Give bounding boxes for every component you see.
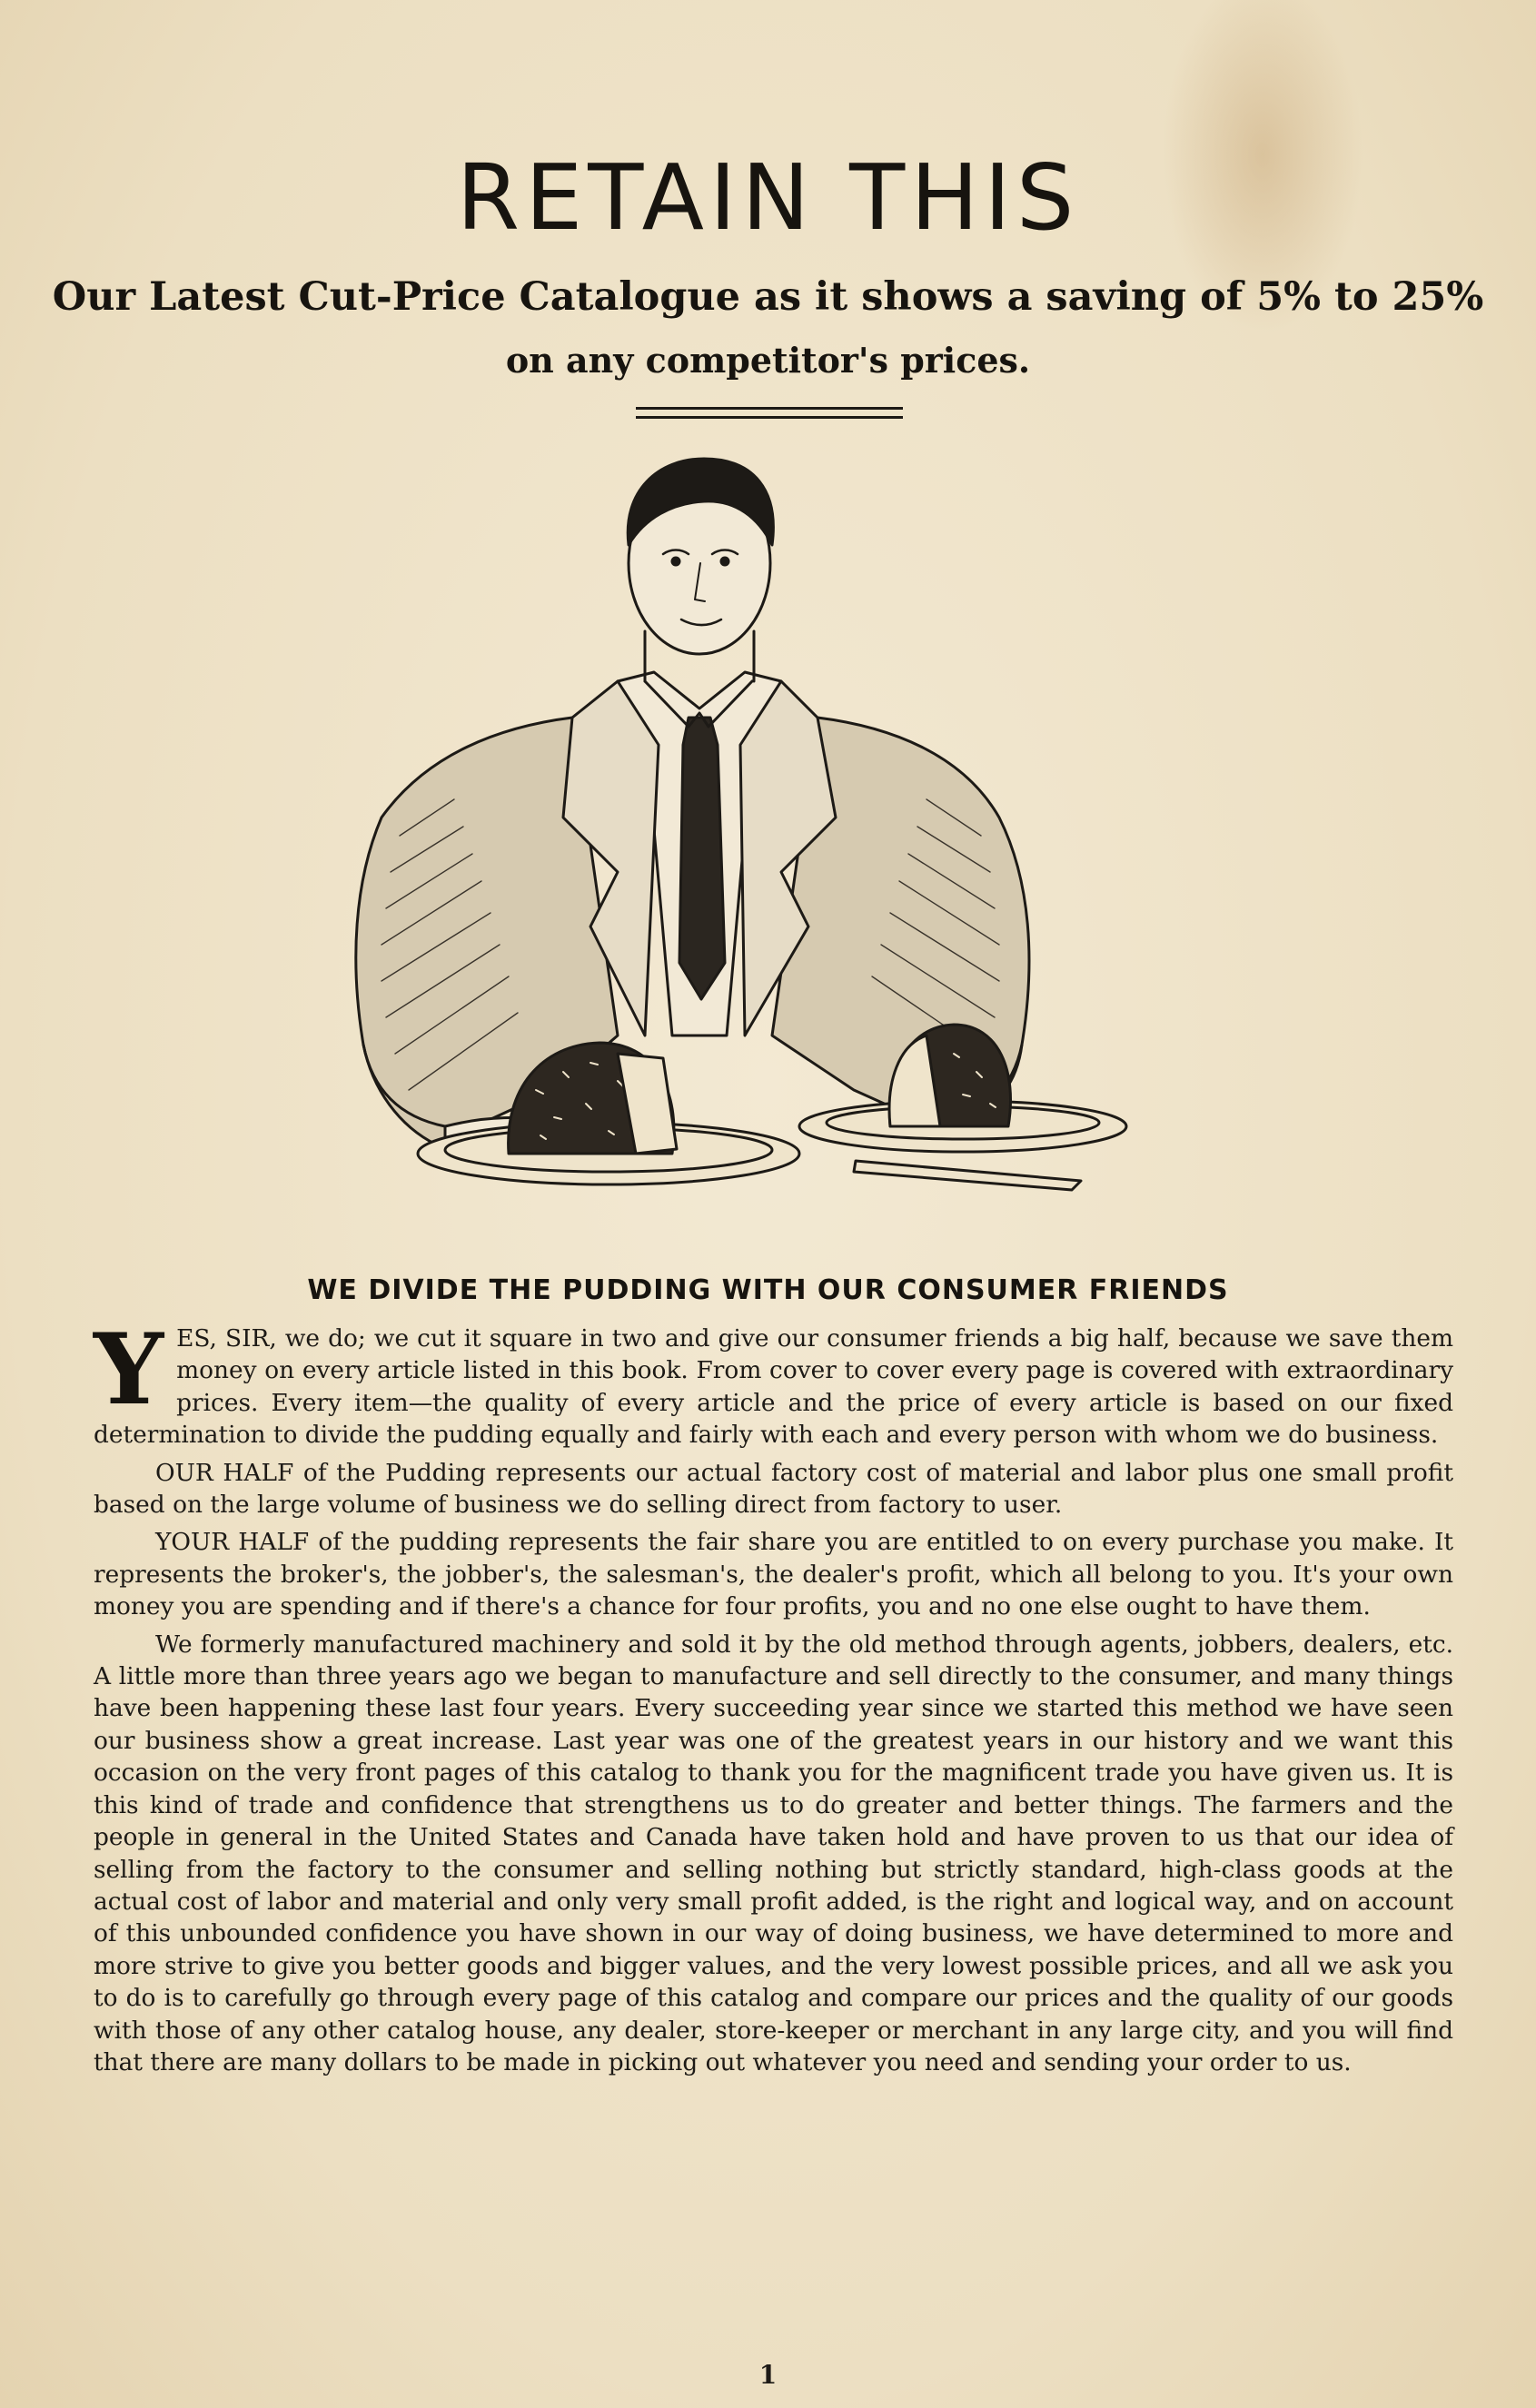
double-rule-bottom [636, 416, 903, 419]
paragraph-1 [94, 1313, 1453, 1452]
body-text [94, 1313, 1454, 2084]
subtitle-line-1: Our Latest Cut-Price Catalogue as it shows a saving of 5% to 25% [52, 274, 1484, 320]
illustration-caption: WE DIVIDE THE PUDDING WITH OUR CONSUMER FRIENDS [307, 1274, 1229, 1306]
page-title: RETAIN THIS [456, 144, 1080, 251]
paragraph-1-text: ES, SIR, we do; we cut it square in two and give our consumer friends a big half, because we save them money on every article listed in this book. From cover to cover every page is covered with extraordinary prices. Every item—the quality of every article and the price of every article is based on our fixed determination to divide the pudding equally and fairly with each and every person with whom we do business. [94, 1324, 1453, 1450]
paragraph-3-lead: YOUR HALF [155, 1528, 310, 1557]
subtitle-line-2: on any competitor's prices. [505, 340, 1031, 381]
drop-cap: Y [94, 1313, 164, 1427]
paragraph-3 [94, 1526, 1453, 1622]
paragraph-4-text: We formerly manufactured machinery and sold it by the old method through agents, jobbers, dealers, etc. A little more than three years ago we began to manufacture and sell directly to the consumer, and many things have been happening these last four years. Every succeeding year since we started this method we have seen our business show a great increase. Last year was one of the greatest years in our history and we want this occasion on the very front pages of this catalog to thank you for the magnificent trade you have given us. It is this kind of trade and confidence that strengthens us to do greater and better things. The farmers and the people in general in the United States and Canada have taken hold and have proven to us that our idea of selling from the factory to the consumer and selling nothing but strictly standard, high-class goods at the actual cost of labor and material and only very small profit added, is the right and logical way, and on account of this unbounded confidence you have shown in our way of doing business, we have determined to more and more strive to give you better goods and bigger values, and the very lowest possible prices, and all we ask you to do is to carefully go through every page of this catalog and compare our prices and the quality of our goods with those of any other catalog house, any dealer, store-keeper or merchant in any large city, and you will find that there are many dollars to be made in picking out whatever you need and sending your order to us. [94, 1630, 1453, 2076]
paragraph-2 [94, 1457, 1453, 1521]
double-rule-top [636, 407, 903, 410]
paragraph-2-text: of the Pudding represents our actual factory cost of material and labor plus one small profit based on the large volume of business we do selling direct from factory to user. [94, 1458, 1453, 1520]
page-number: 1 [758, 2360, 778, 2390]
man-serving-pudding-illustration [345, 454, 1199, 1235]
paragraph-4 [94, 1629, 1453, 2079]
paragraph-3-text: of the pudding represents the fair share you are entitled to on every purchase you make. It represents the broker's, the jobber's, the salesman's, the dealer's profit, which all belong to you. It's your own money you are spending and if there's a chance for four profits, you and no one else ought to have them. [94, 1528, 1454, 1621]
paragraph-2-lead: OUR HALF [155, 1458, 294, 1487]
